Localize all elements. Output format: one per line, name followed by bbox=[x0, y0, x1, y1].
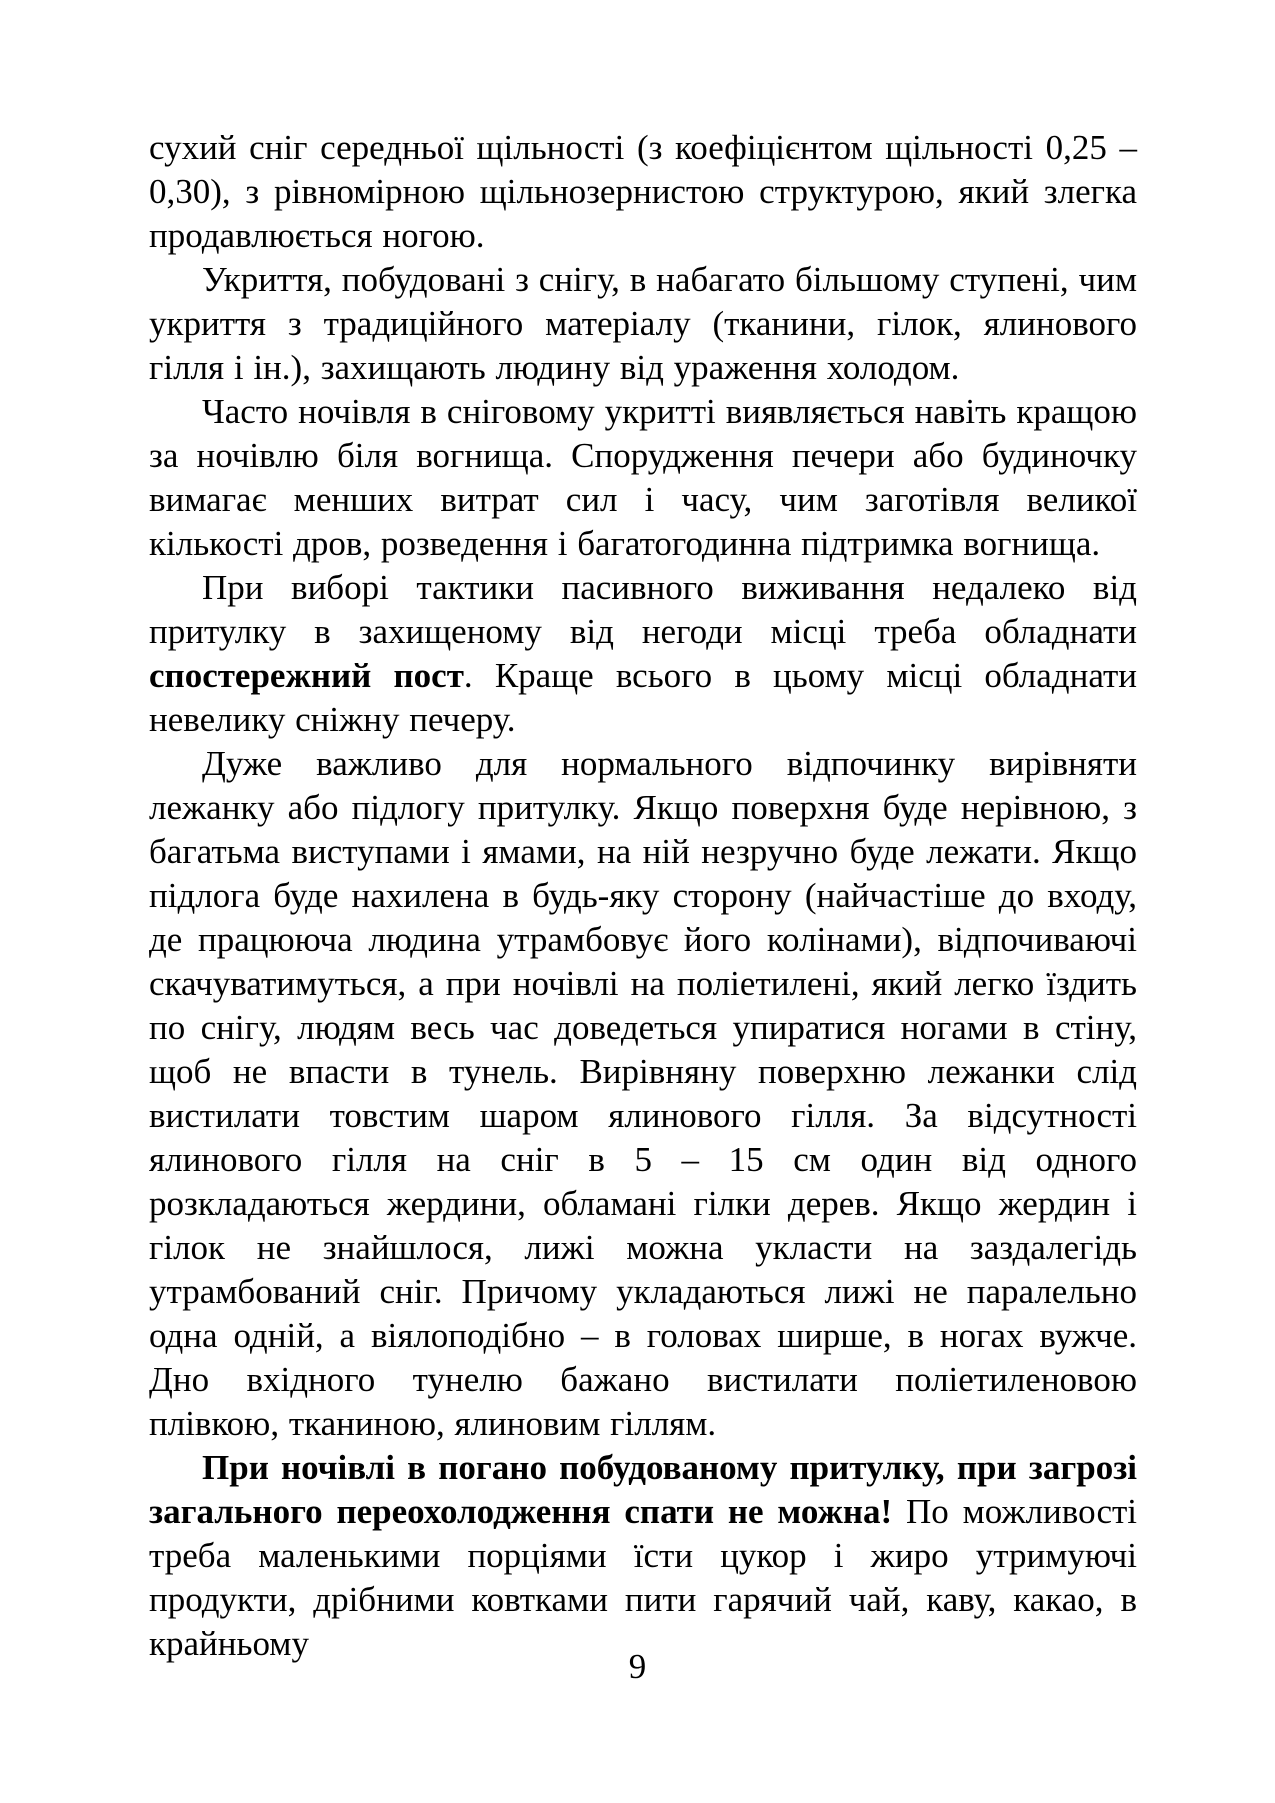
text-run: При виборі тактики пасивного виживання недалеко від притулку в захищеному від негоди місці треба обладнати bbox=[149, 568, 1137, 651]
text-run: По можливості треба маленькими порціями їсти цукор і жиро утримуючі продукти, дрібними ковтками пити гарячий чай, каву, какао, в крайньому bbox=[149, 1492, 1137, 1663]
paragraph bbox=[149, 126, 1137, 258]
text-run: Часто ночівля в сніговому укритті виявляється навіть кращою за ночівлю біля вогнища. Спорудження печери або будиночку вимагає менших витрат сил і часу, чим заготівля великої кількості дров, розведення і багатогодинна підтримка вогнища. bbox=[149, 392, 1137, 563]
text-run: Дуже важливо для нормального відпочинку вирівняти лежанку або підлогу притулку. Якщо поверхня буде нерівною, з багатьма виступами і ямами, на ній незручно буде лежати. Якщо підлога буде нахилена в будь-яку сторону (найчастіше до входу, де працююча людина утрамбовує його колінами), відпочиваючі скачуватимуться, а при ночівлі на поліетилені, який легко їздить по снігу, людям весь час доведеться упиратися ногами в стіну, щоб не впасти в тунель. Вирівняну поверхню лежанки слід вистилати товстим шаром ялинового гілля. За відсутності ялинового гілля на сніг в 5 – 15 см один від одного розкладаються жердини, обламані гілки дерев. Якщо жердин і гілок не знайшлося, лижі можна укласти на заздалегідь утрамбований сніг. Причому укладаються лижі не паралельно одна одній, а віялоподібно – в головах ширше, в ногах вужче. Дно вхідного тунелю бажано вистилати поліетиленовою плівкою, тканиною, ялиновим гіллям. bbox=[149, 744, 1137, 1443]
bold-text-run: спостережний пост bbox=[149, 656, 464, 695]
body-text-block bbox=[149, 126, 1137, 1666]
page-number: 9 bbox=[628, 1647, 647, 1686]
bold-text-run: При ночівлі в погано побудованому притулку, при загрозі загального переохолодження спати не можна! bbox=[149, 1448, 1137, 1531]
paragraph bbox=[149, 390, 1137, 566]
text-run: Укриття, побудовані з снігу, в набагато більшому ступені, чим укриття з традиційного матеріалу (тканини, гілок, ялинового гілля і ін.), захищають людину від ураження холодом. bbox=[149, 260, 1137, 387]
paragraph bbox=[149, 258, 1137, 390]
text-run: сухий сніг середньої щільності (з коефіцієнтом щільності 0,25 – 0,30), з рівномірною щільнозернистою структурою, який злегка продавлюється ногою. bbox=[149, 128, 1137, 255]
text-run: . Краще всього в цьому місці обладнати невелику сніжну печеру. bbox=[149, 656, 1138, 739]
paragraph bbox=[149, 1446, 1137, 1666]
paragraph bbox=[149, 566, 1137, 742]
paragraph bbox=[149, 742, 1137, 1446]
